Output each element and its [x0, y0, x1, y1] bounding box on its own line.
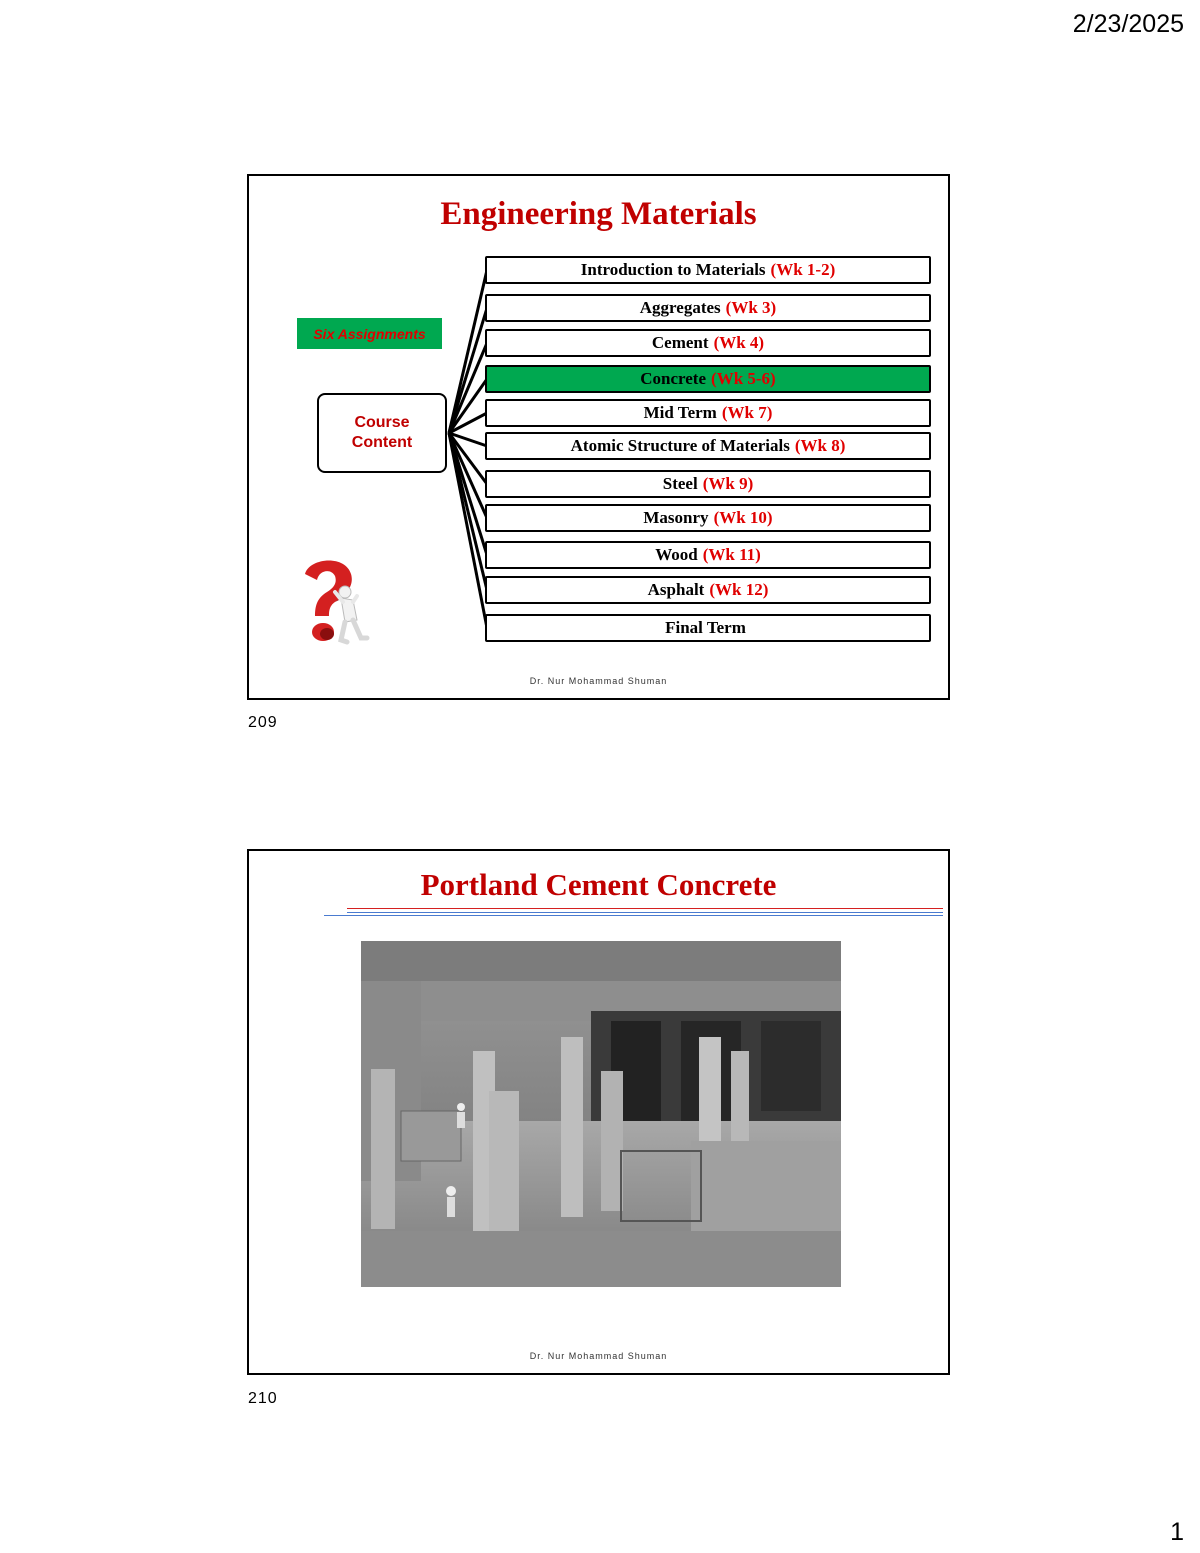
topic-week: (Wk 9) — [702, 474, 754, 493]
topic-name: Mid Term — [643, 403, 717, 422]
topic-week: (Wk 1-2) — [770, 260, 836, 279]
topic-name: Concrete — [640, 369, 707, 388]
topic-item — [485, 365, 931, 393]
topic-name: Wood — [655, 545, 698, 564]
topic-name: Introduction to Materials — [580, 260, 766, 279]
topic-name: Masonry — [643, 508, 709, 527]
topic-item — [485, 294, 931, 322]
topic-item — [485, 576, 931, 604]
topic-week: (Wk 12) — [709, 580, 769, 599]
topic-name: Final Term — [665, 618, 746, 637]
topic-week: (Wk 11) — [702, 545, 761, 564]
construction-site-photo — [361, 941, 841, 1287]
slide-209 — [247, 174, 950, 700]
topic-item — [485, 504, 931, 532]
topic-name: Cement — [651, 333, 709, 352]
topic-item — [485, 399, 931, 427]
title-rule-blue-2 — [324, 915, 943, 916]
slide-footer: Dr. Nur Mohammad Shuman — [529, 1351, 668, 1361]
page-number: 1 — [1170, 1518, 1184, 1546]
course-content-label: Course Content — [351, 414, 413, 451]
topic-item — [485, 432, 931, 460]
slide-number-210: 210 — [248, 1390, 278, 1407]
topic-name: Asphalt — [647, 580, 705, 599]
topic-item — [485, 256, 931, 284]
course-content-box — [317, 393, 447, 473]
connector-line — [449, 433, 487, 628]
topic-item — [485, 614, 931, 642]
connector-line — [449, 308, 487, 433]
topic-name: Atomic Structure of Materials — [570, 436, 790, 455]
topic-week: (Wk 7) — [721, 403, 773, 422]
title-rule-blue — [347, 912, 943, 913]
topic-item — [485, 470, 931, 498]
title-rule-red — [347, 908, 943, 909]
topic-week: (Wk 10) — [713, 508, 773, 527]
slide-title: Engineering Materials — [440, 196, 757, 232]
topic-name: Aggregates — [639, 298, 721, 317]
topic-name: Steel — [662, 474, 698, 493]
topic-item — [485, 541, 931, 569]
slide-footer: Dr. Nur Mohammad Shuman — [529, 676, 668, 686]
topic-week: (Wk 8) — [794, 436, 846, 455]
six-assignments-label: Six Assignments — [297, 318, 442, 349]
topic-week: (Wk 4) — [713, 333, 765, 352]
slide-number-209: 209 — [248, 714, 278, 731]
slide-title: Portland Cement Concrete — [420, 867, 777, 902]
slide-210 — [247, 849, 950, 1375]
topic-item — [485, 329, 931, 357]
header-date: 2/23/2025 — [1072, 10, 1184, 38]
question-mark-figure — [287, 556, 377, 651]
topic-week: (Wk 5-6) — [711, 369, 776, 388]
topic-week: (Wk 3) — [725, 298, 777, 317]
